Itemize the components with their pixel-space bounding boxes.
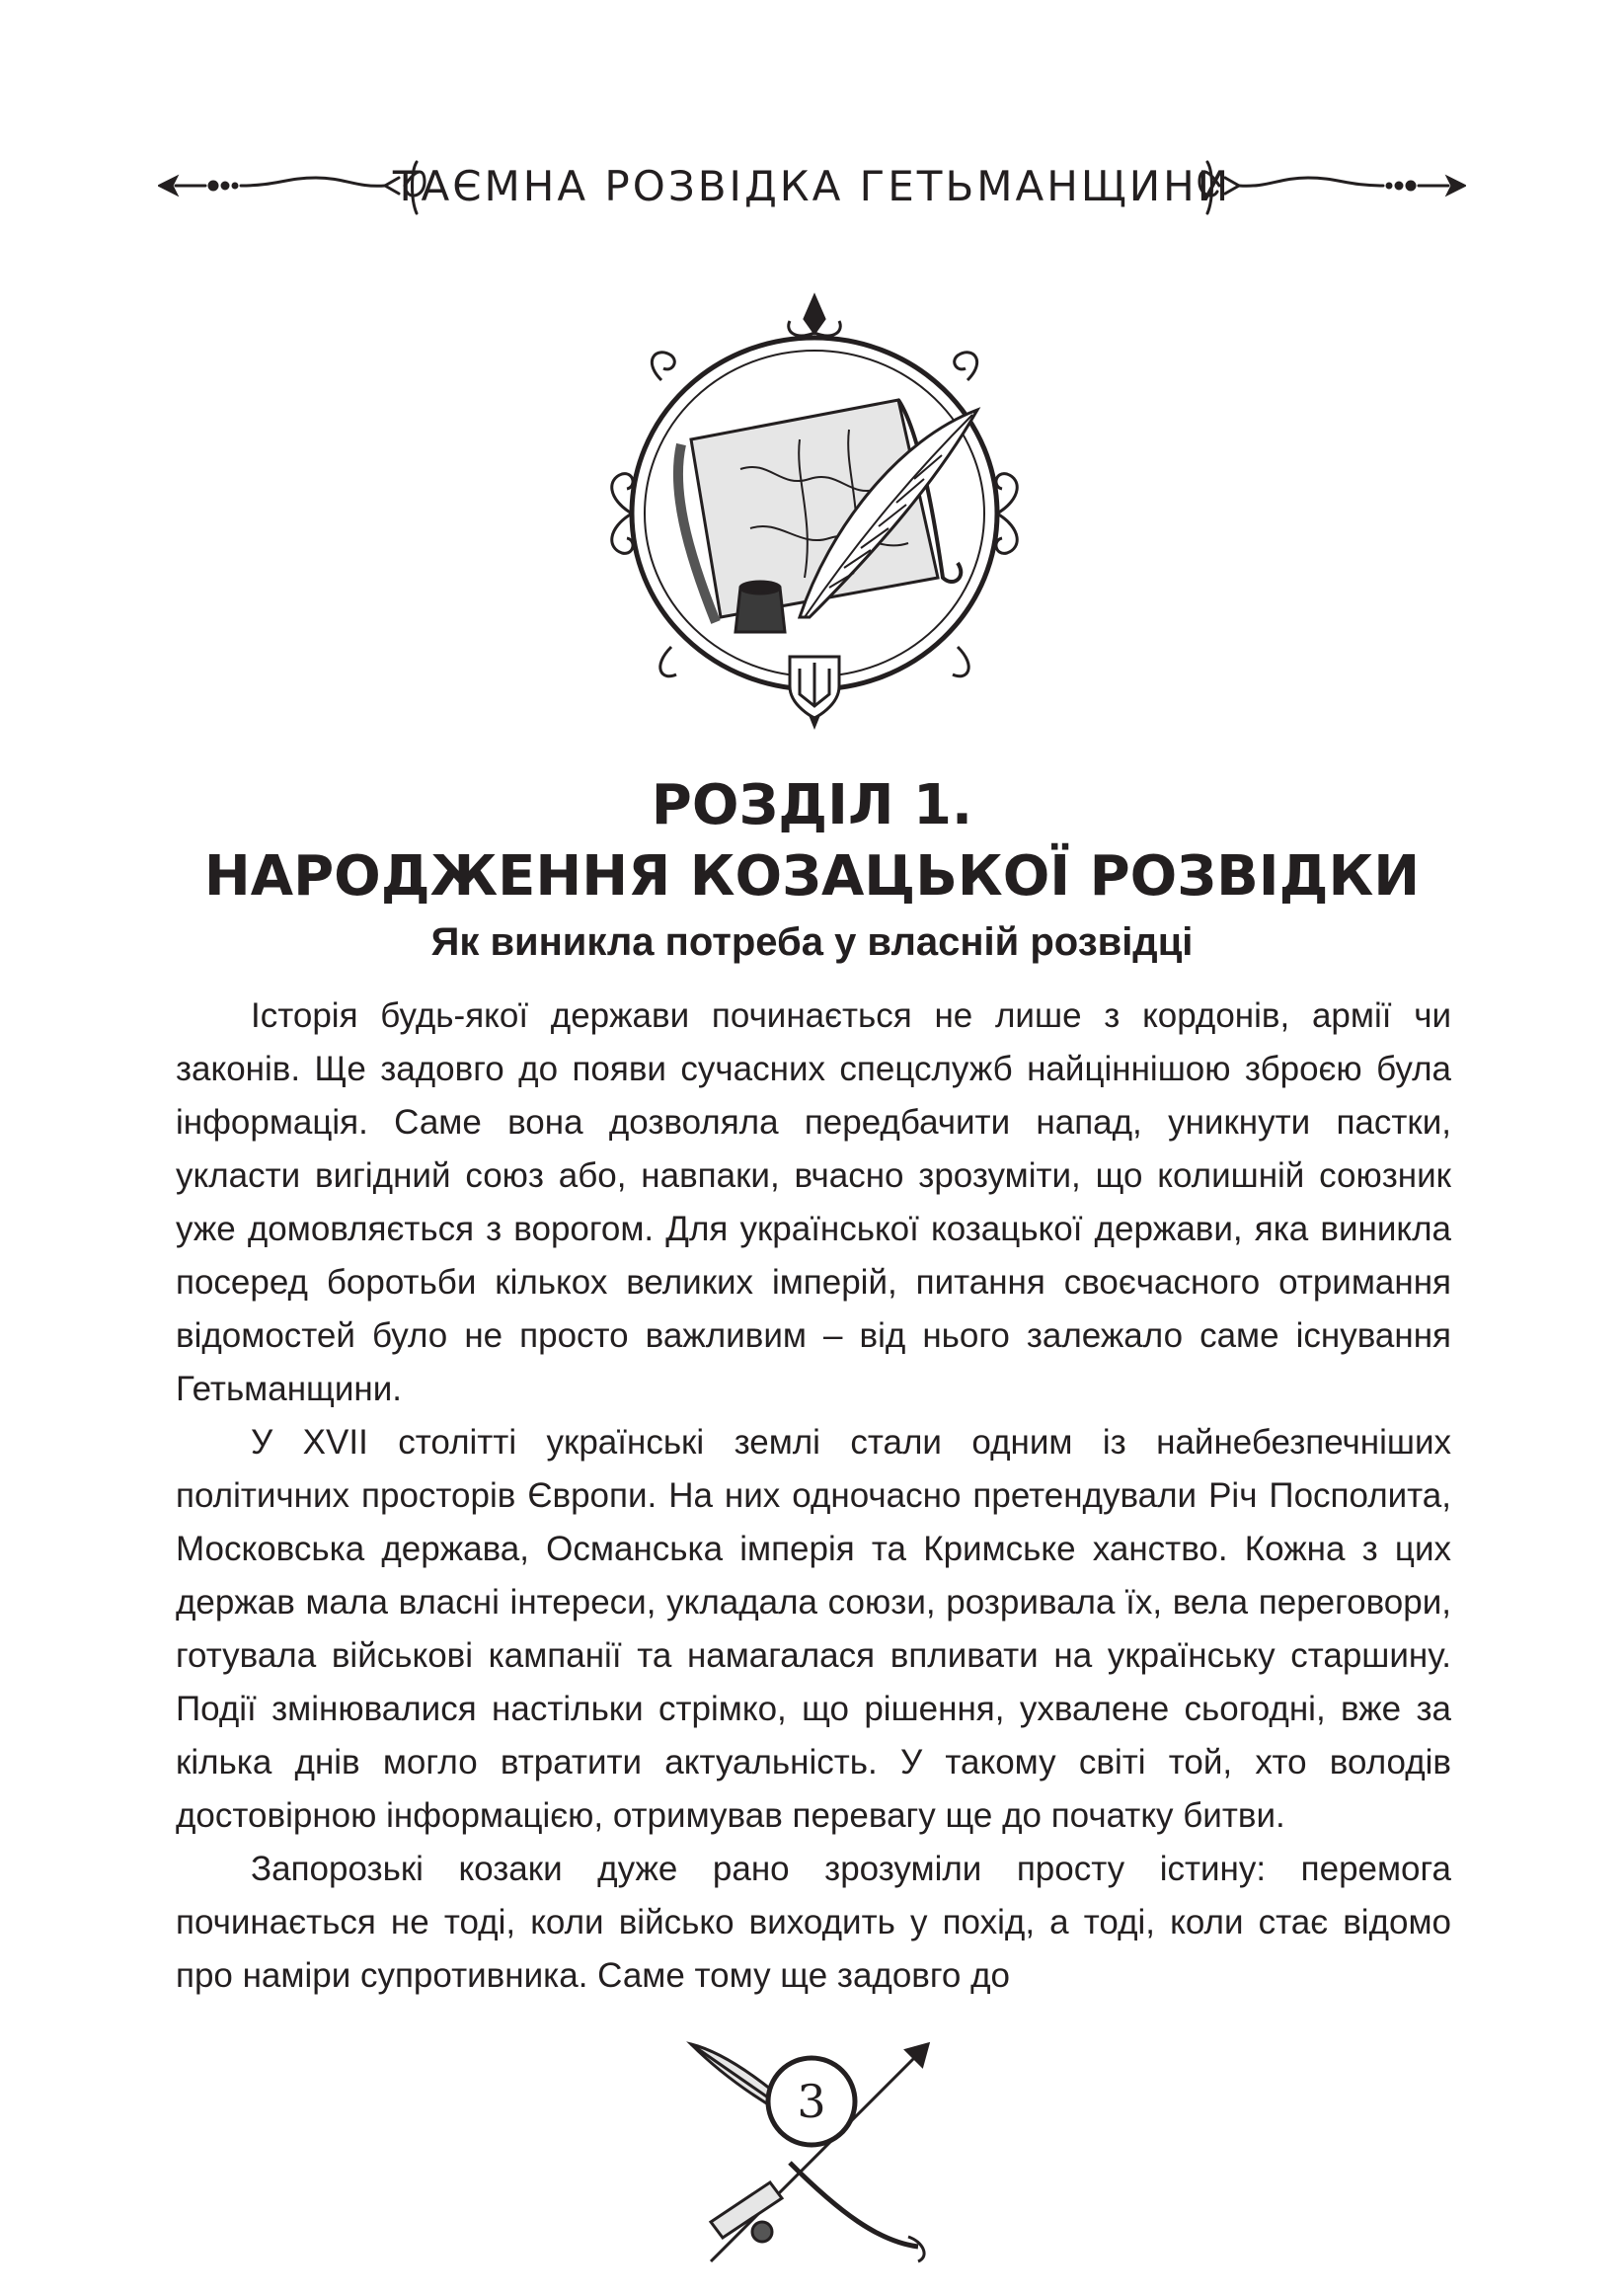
chapter-number: РОЗДІЛ 1.: [651, 773, 973, 837]
paragraph: Історія будь-якої держави починається не лише з кордонів, армії чи законів. Ще задовго до появи сучасних спецслужб найціннішою зброєю була інформація. Саме вона дозволяла передбачити напад, уникнути пастки, укласти вигідний союз або, навпаки, вчасно зрозуміти, що колишній союзник уже домовляється з ворогом. Для української козацької держави, яка виникла посеред боротьби кількох великих імперій, питання своєчасного отримання відомостей було не просто важливим – від нього залежало саме існування Гетьманщини.: [176, 996, 1451, 1408]
chapter-name: НАРОДЖЕННЯ КОЗАЦЬКОЇ РОЗВІДКИ: [203, 844, 1421, 909]
scroll-map-quill-trident-emblem-icon: [602, 291, 1027, 731]
paragraph: У XVII столітті українські землі стали одним із найнебезпечніших політичних просторів Європи. На них одночасно претендували Річ Посполита, Московська держава, Османська імперія та Кримське ханство. Кожна з цих держав мала власні інтереси, укладала союзи, розривала їх, вела переговори, готувала військові кампанії та намагалася впливати на українську старшину. Події змінювалися настільки стрімко, що рішення, ухвалене сьогодні, вже за кілька днів могло втратити актуальність. У такому світі той, хто володів достовірною інформацією, отримував перевагу ще до початку битви.: [176, 1423, 1451, 1835]
page-number: 3: [797, 2075, 826, 2128]
running-header: [158, 148, 1466, 227]
chapter-title: [99, 770, 1525, 912]
paragraph: Запорозькі козаки дуже рано зрозуміли просту істину: перемога починається не тоді, коли військо виходить у похід, а тоді, коли стає відомо про наміри супротивника. Саме тому ще задовго до: [176, 1850, 1451, 1995]
running-title: ТАЄМНА РОЗВІДКА ГЕТЬМАНЩИНИ: [392, 162, 1232, 210]
section-title: Як виникла потреба у власній розвідці: [430, 920, 1194, 964]
quill-arrow-sabre-ornament-icon: [671, 2015, 953, 2271]
body-text: [176, 990, 1451, 2003]
